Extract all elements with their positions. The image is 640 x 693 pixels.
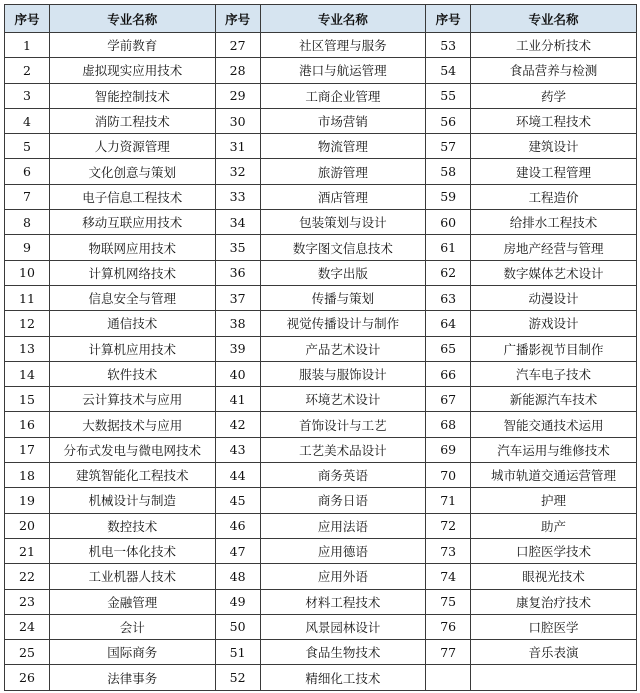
index-cell: 13 [5, 336, 50, 361]
index-cell: 21 [5, 538, 50, 563]
index-cell: 61 [426, 235, 471, 260]
index-cell: 64 [426, 311, 471, 336]
index-cell: 57 [426, 134, 471, 159]
table-row [5, 412, 637, 437]
major-cell: 旅游管理 [260, 159, 426, 184]
index-cell: 35 [215, 235, 260, 260]
index-cell: 12 [5, 311, 50, 336]
index-cell: 76 [426, 614, 471, 639]
index-cell: 15 [5, 387, 50, 412]
index-cell: 67 [426, 387, 471, 412]
table-row [5, 285, 637, 310]
major-cell: 信息安全与管理 [50, 285, 216, 310]
major-cell: 虚拟现实应用技术 [50, 58, 216, 83]
major-cell: 会计 [50, 614, 216, 639]
major-cell: 分布式发电与微电网技术 [50, 437, 216, 462]
major-cell: 材料工程技术 [260, 589, 426, 614]
major-cell: 数字图文信息技术 [260, 235, 426, 260]
index-cell: 68 [426, 412, 471, 437]
table-row [5, 108, 637, 133]
table-row [5, 614, 637, 639]
table-row [5, 58, 637, 83]
index-cell: 42 [215, 412, 260, 437]
major-cell: 移动互联应用技术 [50, 210, 216, 235]
index-cell: 55 [426, 83, 471, 108]
table-row [5, 235, 637, 260]
major-cell: 建筑设计 [471, 134, 637, 159]
major-cell: 包装策划与设计 [260, 210, 426, 235]
index-cell: 38 [215, 311, 260, 336]
index-cell: 17 [5, 437, 50, 462]
major-cell: 工业机器人技术 [50, 564, 216, 589]
index-cell: 26 [5, 665, 50, 690]
table-row [5, 159, 637, 184]
index-cell: 1 [5, 33, 50, 58]
major-cell: 商务英语 [260, 463, 426, 488]
major-cell: 文化创意与策划 [50, 159, 216, 184]
major-cell: 传播与策划 [260, 285, 426, 310]
table-row [5, 311, 637, 336]
table-row [5, 260, 637, 285]
major-cell: 精细化工技术 [260, 665, 426, 690]
index-cell: 20 [5, 513, 50, 538]
major-cell: 市场营销 [260, 108, 426, 133]
major-cell: 应用外语 [260, 564, 426, 589]
index-cell: 40 [215, 361, 260, 386]
index-cell: 65 [426, 336, 471, 361]
major-cell: 助产 [471, 513, 637, 538]
index-cell: 69 [426, 437, 471, 462]
major-cell: 环境工程技术 [471, 108, 637, 133]
table-row [5, 134, 637, 159]
major-cell: 通信技术 [50, 311, 216, 336]
header-major-3: 专业名称 [471, 5, 637, 33]
index-cell: 50 [215, 614, 260, 639]
major-cell: 机械设计与制造 [50, 488, 216, 513]
index-cell: 36 [215, 260, 260, 285]
major-cell: 食品生物技术 [260, 640, 426, 665]
index-cell: 43 [215, 437, 260, 462]
major-cell: 眼视光技术 [471, 564, 637, 589]
index-cell: 44 [215, 463, 260, 488]
table-row [5, 538, 637, 563]
index-cell: 71 [426, 488, 471, 513]
index-cell: 9 [5, 235, 50, 260]
major-cell: 风景园林设计 [260, 614, 426, 639]
major-cell: 数字出版 [260, 260, 426, 285]
index-cell: 4 [5, 108, 50, 133]
major-cell: 应用德语 [260, 538, 426, 563]
index-cell: 46 [215, 513, 260, 538]
index-cell: 3 [5, 83, 50, 108]
index-cell [426, 665, 471, 690]
index-cell: 24 [5, 614, 50, 639]
index-cell: 32 [215, 159, 260, 184]
major-cell: 建筑智能化工程技术 [50, 463, 216, 488]
index-cell: 77 [426, 640, 471, 665]
major-cell: 环境艺术设计 [260, 387, 426, 412]
table-row [5, 210, 637, 235]
index-cell: 22 [5, 564, 50, 589]
index-cell: 72 [426, 513, 471, 538]
major-cell: 服装与服饰设计 [260, 361, 426, 386]
index-cell: 14 [5, 361, 50, 386]
major-cell: 工程造价 [471, 184, 637, 209]
table-row [5, 665, 637, 690]
major-cell: 人力资源管理 [50, 134, 216, 159]
major-cell: 口腔医学 [471, 614, 637, 639]
major-cell: 护理 [471, 488, 637, 513]
table-row [5, 361, 637, 386]
major-cell: 房地产经营与管理 [471, 235, 637, 260]
index-cell: 37 [215, 285, 260, 310]
major-cell: 汽车电子技术 [471, 361, 637, 386]
major-cell: 新能源汽车技术 [471, 387, 637, 412]
major-cell: 学前教育 [50, 33, 216, 58]
table-row [5, 488, 637, 513]
index-cell: 29 [215, 83, 260, 108]
major-cell: 机电一体化技术 [50, 538, 216, 563]
index-cell: 56 [426, 108, 471, 133]
index-cell: 27 [215, 33, 260, 58]
major-cell: 物联网应用技术 [50, 235, 216, 260]
table-row [5, 83, 637, 108]
table-row [5, 184, 637, 209]
major-cell: 金融管理 [50, 589, 216, 614]
index-cell: 6 [5, 159, 50, 184]
major-cell: 广播影视节目制作 [471, 336, 637, 361]
index-cell: 11 [5, 285, 50, 310]
major-cell: 数控技术 [50, 513, 216, 538]
index-cell: 73 [426, 538, 471, 563]
index-cell: 8 [5, 210, 50, 235]
table-row [5, 336, 637, 361]
major-cell: 食品营养与检测 [471, 58, 637, 83]
major-cell: 国际商务 [50, 640, 216, 665]
major-cell: 法律事务 [50, 665, 216, 690]
index-cell: 31 [215, 134, 260, 159]
index-cell: 25 [5, 640, 50, 665]
major-cell: 酒店管理 [260, 184, 426, 209]
major-cell: 视觉传播设计与制作 [260, 311, 426, 336]
major-cell: 应用法语 [260, 513, 426, 538]
table-row [5, 33, 637, 58]
major-cell: 给排水工程技术 [471, 210, 637, 235]
index-cell: 62 [426, 260, 471, 285]
table-row [5, 640, 637, 665]
index-cell: 75 [426, 589, 471, 614]
table-row [5, 387, 637, 412]
index-cell: 54 [426, 58, 471, 83]
major-cell [471, 665, 637, 690]
major-cell: 音乐表演 [471, 640, 637, 665]
major-cell: 工艺美术品设计 [260, 437, 426, 462]
index-cell: 58 [426, 159, 471, 184]
major-cell: 物流管理 [260, 134, 426, 159]
major-cell: 智能控制技术 [50, 83, 216, 108]
header-row [5, 5, 637, 33]
major-cell: 软件技术 [50, 361, 216, 386]
index-cell: 28 [215, 58, 260, 83]
index-cell: 70 [426, 463, 471, 488]
major-cell: 港口与航运管理 [260, 58, 426, 83]
index-cell: 59 [426, 184, 471, 209]
major-cell: 商务日语 [260, 488, 426, 513]
major-cell: 云计算技术与应用 [50, 387, 216, 412]
index-cell: 30 [215, 108, 260, 133]
index-cell: 34 [215, 210, 260, 235]
index-cell: 48 [215, 564, 260, 589]
table-row [5, 513, 637, 538]
index-cell: 18 [5, 463, 50, 488]
major-cell: 药学 [471, 83, 637, 108]
major-cell: 建设工程管理 [471, 159, 637, 184]
major-cell: 大数据技术与应用 [50, 412, 216, 437]
major-cell: 电子信息工程技术 [50, 184, 216, 209]
major-cell: 工商企业管理 [260, 83, 426, 108]
index-cell: 49 [215, 589, 260, 614]
header-index-3: 序号 [426, 5, 471, 33]
major-cell: 智能交通技术运用 [471, 412, 637, 437]
index-cell: 10 [5, 260, 50, 285]
major-cell: 汽车运用与维修技术 [471, 437, 637, 462]
index-cell: 23 [5, 589, 50, 614]
major-cell: 产品艺术设计 [260, 336, 426, 361]
table-row [5, 463, 637, 488]
major-cell: 动漫设计 [471, 285, 637, 310]
major-cell: 康复治疗技术 [471, 589, 637, 614]
major-cell: 口腔医学技术 [471, 538, 637, 563]
major-cell: 消防工程技术 [50, 108, 216, 133]
index-cell: 63 [426, 285, 471, 310]
index-cell: 39 [215, 336, 260, 361]
index-cell: 53 [426, 33, 471, 58]
header-major-2: 专业名称 [260, 5, 426, 33]
index-cell: 47 [215, 538, 260, 563]
index-cell: 2 [5, 58, 50, 83]
majors-table [4, 4, 637, 691]
table-row [5, 589, 637, 614]
table-row [5, 437, 637, 462]
major-cell: 首饰设计与工艺 [260, 412, 426, 437]
major-cell: 城市轨道交通运营管理 [471, 463, 637, 488]
table-row [5, 564, 637, 589]
header-major-1: 专业名称 [50, 5, 216, 33]
major-cell: 社区管理与服务 [260, 33, 426, 58]
table-body [5, 33, 637, 691]
index-cell: 33 [215, 184, 260, 209]
index-cell: 19 [5, 488, 50, 513]
index-cell: 60 [426, 210, 471, 235]
major-cell: 游戏设计 [471, 311, 637, 336]
index-cell: 7 [5, 184, 50, 209]
header-index-2: 序号 [215, 5, 260, 33]
index-cell: 52 [215, 665, 260, 690]
major-cell: 计算机网络技术 [50, 260, 216, 285]
major-cell: 数字媒体艺术设计 [471, 260, 637, 285]
index-cell: 16 [5, 412, 50, 437]
index-cell: 45 [215, 488, 260, 513]
index-cell: 5 [5, 134, 50, 159]
header-index-1: 序号 [5, 5, 50, 33]
index-cell: 66 [426, 361, 471, 386]
index-cell: 74 [426, 564, 471, 589]
index-cell: 51 [215, 640, 260, 665]
major-cell: 计算机应用技术 [50, 336, 216, 361]
index-cell: 41 [215, 387, 260, 412]
major-cell: 工业分析技术 [471, 33, 637, 58]
